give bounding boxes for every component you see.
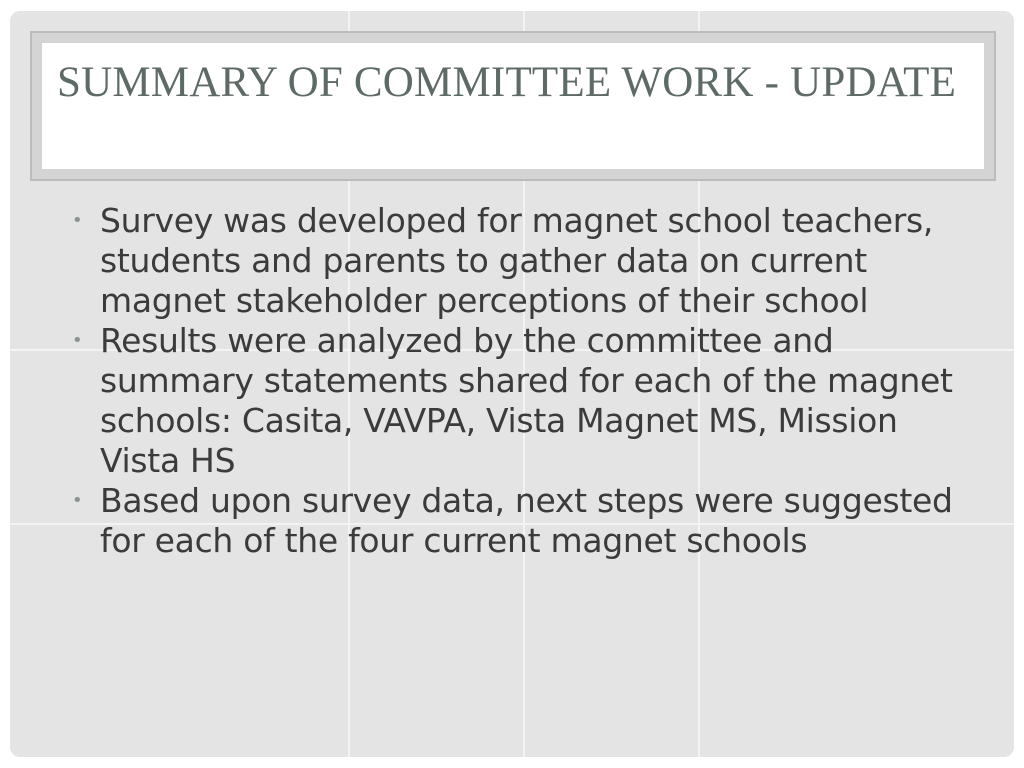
- slide-title: SUMMARY OF COMMITTEE WORK - UPDATE: [57, 59, 957, 106]
- bullet-icon: •: [72, 490, 83, 511]
- title-box: [42, 43, 984, 169]
- bullet-text: Based upon survey data, next steps were suggested for each of the four current magnet schools: [100, 481, 953, 560]
- slide: [10, 11, 1014, 757]
- bullet-list: [72, 201, 972, 561]
- bullet-icon: •: [72, 210, 83, 231]
- bullet-item: [72, 201, 972, 321]
- bullet-icon: •: [72, 330, 83, 351]
- bullet-item: [72, 481, 972, 561]
- bullet-text: Results were analyzed by the committee and summary statements shared for each of the magnet schools: Casita, VAVPA, Vista Magnet MS, Mission Vista HS: [100, 321, 953, 480]
- bullet-text: Survey was developed for magnet school teachers, students and parents to gather data on current magnet stakeholder perceptions of their school: [100, 201, 934, 320]
- bullet-item: [72, 321, 972, 481]
- title-frame: [30, 31, 996, 181]
